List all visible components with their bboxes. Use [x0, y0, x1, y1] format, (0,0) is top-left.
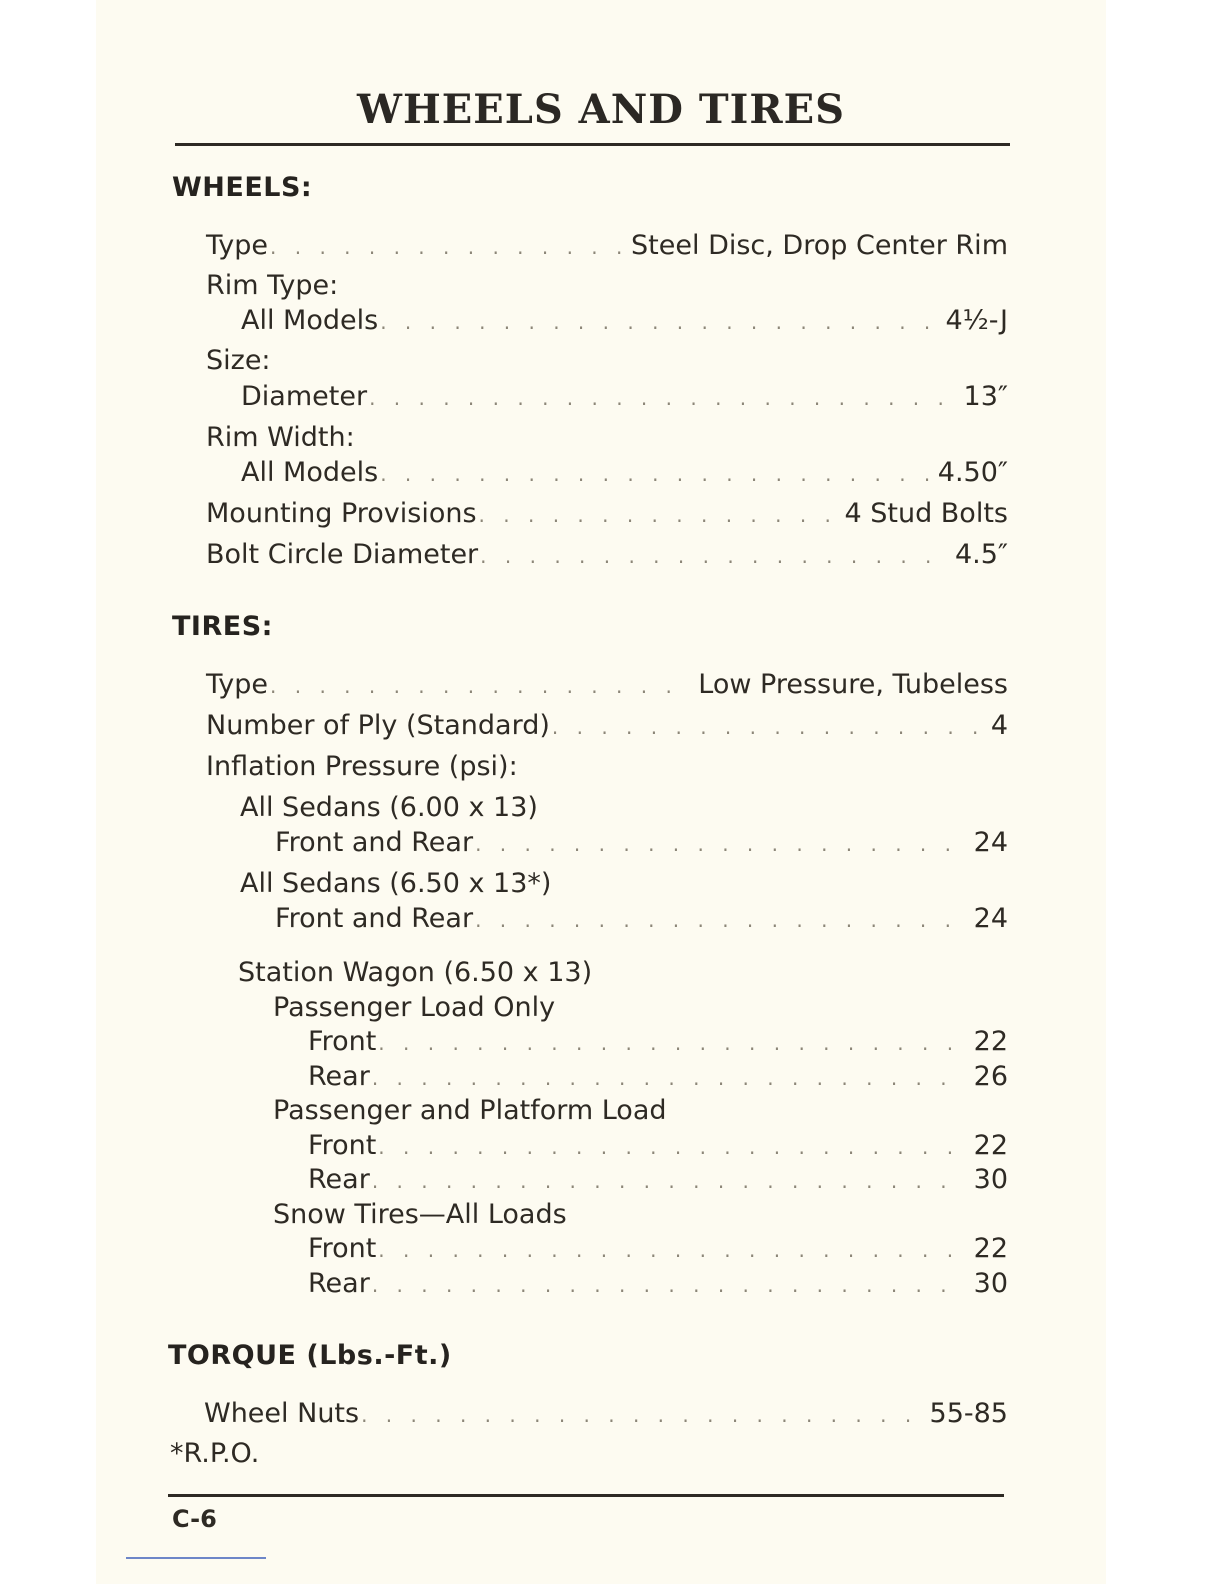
mounting-row [206, 496, 1008, 532]
leader-dots [552, 709, 983, 745]
wheel-nuts-value: 55-85 [929, 1398, 1008, 1429]
wheel-nuts-label: Wheel Nuts [204, 1398, 360, 1429]
leader-dots [378, 1025, 965, 1061]
leader-dots [369, 380, 955, 416]
tires-type-value: Low Pressure, Tubeless [698, 669, 1008, 700]
leader-dots [378, 1232, 965, 1268]
leader-dots [480, 538, 947, 574]
leader-dots [380, 304, 937, 340]
wheels-type-label: Type [206, 230, 269, 261]
snow-rear-value: 30 [973, 1268, 1008, 1299]
wheels-type-row [206, 228, 1008, 264]
snow-rear-label: Rear [308, 1268, 370, 1299]
passenger-platform-rear-label: Rear [308, 1164, 370, 1195]
tires-type-row [206, 667, 1008, 703]
snow-front-value: 22 [973, 1233, 1008, 1264]
wheels-type-value: Steel Disc, Drop Center Rim [631, 230, 1008, 261]
sedans-650-heading: All Sedans (6.50 x 13*) [240, 868, 552, 899]
mounting-value: 4 Stud Bolts [844, 498, 1008, 529]
passenger-platform-front-value: 22 [973, 1130, 1008, 1161]
diameter-row [241, 379, 1008, 415]
wheels-heading: WHEELS: [172, 172, 313, 203]
leader-dots [479, 497, 837, 533]
bolt-circle-label: Bolt Circle Diameter [206, 539, 479, 570]
page-title: WHEELS AND TIRES [357, 86, 845, 133]
passenger-only-rear-row [308, 1059, 1008, 1095]
passenger-only-rear-label: Rear [308, 1061, 370, 1092]
sedans-600-heading: All Sedans (6.00 x 13) [240, 792, 538, 823]
size-heading: Size: [206, 345, 271, 376]
footer-rule [168, 1494, 1004, 1497]
tires-heading: TIRES: [172, 611, 273, 642]
rim-width-all-models-value: 4.50″ [937, 457, 1008, 488]
rim-width-all-models-label: All Models [241, 457, 379, 488]
snow-front-label: Front [308, 1233, 377, 1264]
sedans-650-front-rear-row [275, 901, 1008, 937]
torque-heading: TORQUE (Lbs.-Ft.) [168, 1340, 452, 1371]
passenger-only-front-value: 22 [973, 1026, 1008, 1057]
mounting-label: Mounting Provisions [206, 498, 477, 529]
rim-type-all-models-label: All Models [241, 305, 379, 336]
snow-tires-heading: Snow Tires—All Loads [273, 1199, 567, 1230]
sedans-600-front-rear-row [275, 825, 1008, 861]
sedans-600-front-rear-label: Front and Rear [275, 827, 474, 858]
scan-edge-mark [126, 1557, 266, 1559]
passenger-platform-rear-row [308, 1162, 1008, 1198]
ply-label: Number of Ply (Standard) [206, 710, 550, 741]
leader-dots [372, 1060, 966, 1096]
leader-dots [372, 1163, 966, 1199]
passenger-only-rear-value: 26 [973, 1061, 1008, 1092]
bolt-circle-value: 4.5″ [954, 539, 1008, 570]
diameter-value: 13″ [963, 381, 1008, 412]
passenger-platform-front-row [308, 1128, 1008, 1164]
title-rule [175, 143, 1010, 146]
passenger-only-front-label: Front [308, 1026, 377, 1057]
wheel-nuts-row [204, 1396, 1008, 1432]
passenger-platform-heading: Passenger and Platform Load [273, 1095, 667, 1126]
inflation-heading: Inflation Pressure (psi): [206, 751, 518, 782]
passenger-only-heading: Passenger Load Only [273, 992, 556, 1023]
rim-type-all-models-row [241, 303, 1008, 339]
rim-type-heading: Rim Type: [206, 270, 339, 301]
sedans-650-front-rear-label: Front and Rear [275, 903, 474, 934]
footnote: *R.P.O. [170, 1438, 260, 1469]
leader-dots [380, 456, 930, 492]
leader-dots [378, 1129, 965, 1165]
ply-row [206, 708, 1008, 744]
bolt-circle-row [206, 537, 1008, 573]
ply-value: 4 [990, 710, 1008, 741]
leader-dots [475, 902, 966, 938]
tires-type-label: Type [206, 669, 269, 700]
leader-dots [270, 668, 690, 704]
leader-dots [270, 229, 623, 265]
snow-front-row [308, 1231, 1008, 1267]
passenger-platform-rear-value: 30 [973, 1164, 1008, 1195]
passenger-platform-front-label: Front [308, 1130, 377, 1161]
leader-dots [475, 826, 966, 862]
diameter-label: Diameter [241, 381, 368, 412]
sedans-600-front-rear-value: 24 [973, 827, 1008, 858]
leader-dots [361, 1397, 921, 1433]
page-number: C-6 [172, 1505, 217, 1533]
snow-rear-row [308, 1266, 1008, 1302]
wagon-heading: Station Wagon (6.50 x 13) [238, 957, 593, 988]
rim-type-all-models-value: 4½-J [945, 305, 1008, 336]
leader-dots [372, 1267, 966, 1303]
rim-width-heading: Rim Width: [206, 422, 355, 453]
rim-width-all-models-row [241, 455, 1008, 491]
sedans-650-front-rear-value: 24 [973, 903, 1008, 934]
passenger-only-front-row [308, 1024, 1008, 1060]
